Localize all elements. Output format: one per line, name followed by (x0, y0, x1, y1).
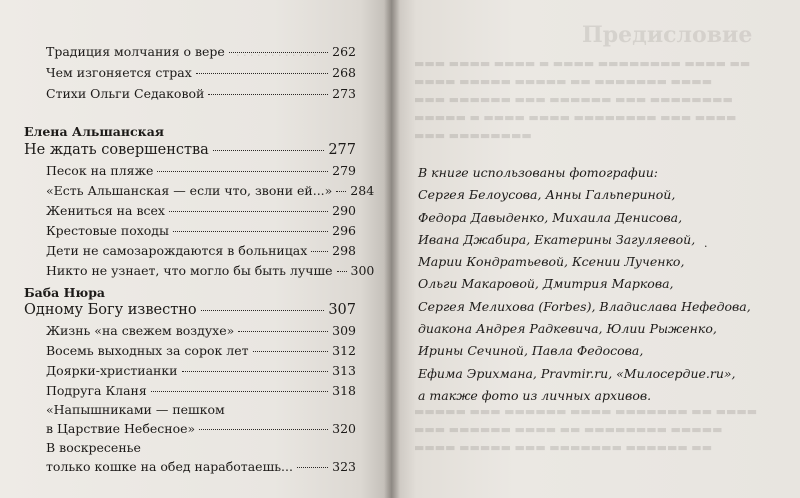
toc-entry-page: 277 (328, 142, 356, 158)
dot-leader (173, 231, 328, 232)
toc-entry-title: Восемь выходных за сорок лет (46, 343, 249, 358)
toc-entry-title-line2 (46, 419, 356, 438)
toc-entry[interactable] (46, 163, 356, 178)
show-through-text: ▬▬▬▬▬ ▬▬▬ ▬▬▬▬▬▬ ▬▬▬▬ ▬▬▬▬▬▬▬ ▬▬ ▬▬▬▬ (414, 405, 758, 418)
dot-leader (213, 150, 324, 151)
toc-entry-title: Дети не самозарождаются в больницах (46, 243, 308, 258)
dot-leader (297, 467, 328, 468)
toc-entry-page: 318 (332, 383, 356, 398)
toc-entry[interactable] (46, 223, 356, 238)
toc-entry-title: «Напышниками — пешком (46, 402, 225, 417)
toc-entry-title: Традиция молчания о вере (46, 44, 225, 59)
toc-entry-title-cont: в Царствие Небесное» (46, 421, 196, 436)
toc-entry-title-cont: только кошке на обед наработаешь... (46, 459, 293, 474)
toc-entry-title: Крестовые походы (46, 223, 169, 238)
credits-line: Ефима Эрихмана, Pravmir.ru, «Милосердие.ru», (418, 365, 736, 381)
dot-leader (311, 251, 328, 252)
credits-line: Ирины Сечиной, Павла Федосова, (418, 343, 644, 359)
toc-entry[interactable] (46, 65, 356, 80)
toc-entry[interactable] (46, 243, 356, 258)
credits-line: Сергея Мелихова (Forbes), Владислава Нефедова, (418, 298, 751, 314)
dot-leader (229, 52, 328, 53)
dot-leader (238, 331, 328, 332)
credits-line: Ивана Джабира, Екатерины Загуляевой, (418, 231, 696, 247)
toc-main-entry[interactable] (24, 142, 356, 158)
dot-leader (182, 371, 329, 372)
dot-leader (201, 310, 325, 311)
show-through-title: Предисловие (582, 22, 753, 48)
toc-entry-title-block (46, 400, 356, 438)
toc-entry-title: Жизнь «на свежем воздухе» (46, 323, 235, 338)
toc-entry-title: Одному Богу известно (24, 302, 197, 318)
toc-entry-title: Чем изгоняется страх (46, 65, 192, 80)
toc-entry-title: Жениться на всех (46, 203, 165, 218)
toc-entry[interactable] (46, 44, 356, 59)
credits-line: Марии Кондратьевой, Ксении Лученко, (418, 254, 685, 270)
dot-leader (199, 429, 328, 430)
toc-entry-page: 307 (328, 302, 356, 318)
show-through-text: ▬▬▬▬ ▬▬▬▬▬ ▬▬▬▬▬ ▬▬ ▬▬▬▬▬▬▬ ▬▬▬▬ (414, 75, 713, 88)
toc-entry-page: 309 (332, 323, 356, 338)
toc-main-entry[interactable] (24, 302, 356, 318)
toc-entry-title: «Есть Альшанская — если что, звони ей...» (46, 183, 333, 198)
toc-entry-page: 284 (350, 183, 375, 198)
toc-entry-page: 296 (332, 223, 356, 238)
left-page (0, 0, 392, 498)
dot-leader (157, 171, 328, 172)
toc-entry-page: 262 (332, 44, 356, 59)
dot-leader (196, 73, 328, 74)
dot-leader (169, 211, 328, 212)
show-through-text: ▬▬▬ ▬▬▬▬ ▬▬▬▬ ▬ ▬▬▬▬ ▬▬▬▬▬▬▬▬ ▬▬▬▬ ▬▬ (414, 57, 751, 70)
dot-leader (151, 391, 328, 392)
toc-entry-two-line[interactable] (46, 438, 356, 476)
book-gutter (384, 0, 400, 498)
toc-entry-page: 300 (350, 263, 375, 278)
toc-entry-page: 320 (332, 421, 356, 436)
toc-entry-title: Песок на пляже (46, 163, 154, 178)
show-through-text: ▬▬▬▬ ▬▬▬▬▬ ▬▬▬ ▬▬▬▬▬▬▬ ▬▬▬▬▬▬ ▬▬ (414, 441, 713, 454)
toc-entry[interactable] (46, 343, 356, 358)
toc-entry[interactable] (46, 263, 375, 278)
credits-line: а также фото из личных архивов. (418, 387, 652, 403)
show-through-text: · · · · · · · · · · · · (236, 49, 317, 62)
section-heading: Елена Альшанская (24, 124, 165, 139)
dot-leader (337, 271, 347, 272)
toc-entry-title: В воскресенье (46, 440, 141, 455)
credits-line: В книге использованы фотографии: (418, 165, 659, 180)
toc-entry[interactable] (46, 183, 375, 198)
toc-entry-title: Подруга Кланя (46, 383, 147, 398)
toc-entry-page: 298 (332, 243, 356, 258)
toc-entry[interactable] (46, 86, 356, 101)
photo-credits (418, 162, 788, 407)
toc-entry-title: Стихи Ольги Седаковой (46, 86, 205, 101)
toc-entry-title-line2 (46, 457, 356, 476)
toc-entry-page: 290 (332, 203, 356, 218)
toc-entry-page: 273 (332, 86, 356, 101)
table-of-contents (0, 0, 392, 498)
toc-entry-page: 323 (332, 459, 356, 474)
credits-line: Ольги Макаровой, Дмитрия Маркова, (418, 276, 674, 292)
dot-leader (208, 94, 328, 95)
toc-entry[interactable] (46, 323, 356, 338)
toc-entry-page: 268 (332, 65, 356, 80)
toc-entry-two-line[interactable] (46, 400, 356, 438)
toc-entry-title: Доярки-христианки (46, 363, 178, 378)
toc-entry-title: Никто не узнает, что могло бы быть лучше (46, 263, 333, 278)
credits-line: Федора Давыденко, Михаила Денисова, (418, 209, 683, 225)
section-heading: Баба Нюра (24, 285, 106, 300)
toc-entry-page: 312 (332, 343, 356, 358)
toc-entry-title-block (46, 438, 356, 476)
toc-entry[interactable] (46, 203, 356, 218)
show-through-text: ▬▬▬ ▬▬▬▬▬▬ ▬▬▬ ▬▬▬▬▬▬ ▬▬▬ ▬▬▬▬▬▬▬▬ (414, 93, 733, 106)
toc-entry-page: 279 (332, 163, 356, 178)
right-page (392, 0, 800, 498)
toc-entry[interactable] (46, 363, 356, 378)
toc-entry[interactable] (46, 383, 356, 398)
dot-leader (336, 191, 346, 192)
credits-line: Сергея Белоусова, Анны Гальпериной, (418, 187, 676, 203)
stray-mark: · (704, 240, 708, 253)
show-through-text: ▬▬▬▬▬ ▬ ▬▬▬▬ ▬▬▬▬ ▬▬▬▬▬▬▬▬ ▬▬▬ ▬▬▬▬ (414, 111, 737, 124)
show-through-text: ▬▬▬ ▬▬▬▬▬▬▬▬ (414, 129, 532, 142)
dot-leader (253, 351, 329, 352)
credits-line: диакона Андрея Радкевича, Юлии Рыженко, (418, 321, 717, 337)
show-through-text: ▬▬▬ ▬▬▬▬▬▬ ▬▬▬▬ ▬▬ ▬▬▬▬▬▬▬▬ ▬▬▬▬▬ (414, 423, 723, 436)
toc-entry-title: Не ждать совершенства (24, 142, 209, 158)
toc-entry-page: 313 (332, 363, 356, 378)
